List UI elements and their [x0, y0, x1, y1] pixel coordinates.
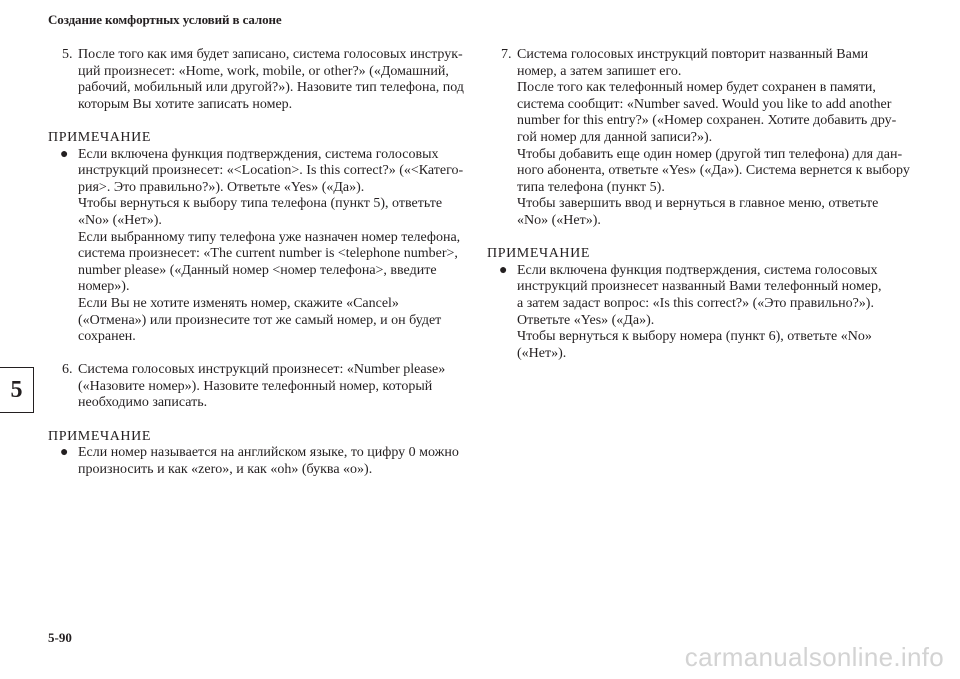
- bullet-icon: ●: [60, 146, 69, 162]
- note-title: ПРИМЕЧАНИЕ: [487, 246, 590, 262]
- step-text-line: типа телефона (пункт 5).: [517, 179, 665, 195]
- bullet-icon: ●: [60, 445, 69, 461]
- note-text-line: («Нет»).: [517, 345, 567, 361]
- note-text-line: система произнесет: «The current number is <telephone number>,: [78, 246, 458, 262]
- note-text-line: «No» («Нет»).: [78, 212, 162, 228]
- note-text-line: Ответьте «Yes» («Да»).: [517, 312, 655, 328]
- note-text-line: Если номер называется на английском языке, то цифру 0 можно: [78, 445, 459, 461]
- step-5: [48, 47, 468, 113]
- step-text-line: number for this entry?» («Номер сохранен. Хотите добавить дру-: [517, 113, 897, 129]
- note-text-line: («Отмена») или произнесите тот же самый номер, и он будет: [78, 312, 442, 328]
- step-text-line: «No» («Нет»).: [517, 212, 601, 228]
- note-text-line: number please» («Данный номер <номер телефона>, введите: [78, 262, 437, 278]
- step-text-line: Чтобы добавить еще один номер (другой тип телефона) для дан-: [517, 146, 903, 162]
- step-text-line: ций произнесет: «Home, work, mobile, or other?» («Домашний,: [78, 63, 449, 79]
- note-text-line: рия>. Это правильно?»). Ответьте «Yes» («Да»).: [78, 179, 365, 195]
- step-text-line: Чтобы завершить ввод и вернуться в главное меню, ответьте: [517, 196, 879, 212]
- note-text-line: Если включена функция подтверждения, система голосовых: [517, 262, 878, 278]
- note-bullet: [487, 263, 907, 363]
- step-text-line: Система голосовых инструкций произнесет: «Number please»: [78, 362, 446, 378]
- section-header: Создание комфортных условий в салоне: [48, 12, 282, 27]
- step-text-line: После того как телефонный номер будет сохранен в памяти,: [517, 80, 876, 96]
- note-text-line: инструкций произнесет: «<Location>. Is this correct?» («<Катего-: [78, 163, 464, 179]
- note-title: ПРИМЕЧАНИЕ: [48, 129, 151, 145]
- chapter-tab: 5: [0, 367, 34, 413]
- note-text-line: номер»).: [78, 279, 130, 295]
- step-text-line: После того как имя будет записано, система голосовых инструк-: [78, 47, 463, 62]
- note-text-line: Если включена функция подтверждения, система голосовых: [78, 146, 439, 162]
- step-number: 5.: [62, 47, 73, 62]
- note-bullet: [48, 445, 468, 478]
- note-text-line: произносить и как «zero», и как «oh» (буква «o»).: [78, 461, 373, 477]
- step-7: [487, 47, 910, 230]
- step-number: 7.: [501, 47, 512, 62]
- note-text-line: Чтобы вернуться к выбору типа телефона (пункт 5), ответьте: [78, 196, 443, 212]
- step-number: 6.: [62, 362, 73, 378]
- step-text-line: рабочий, мобильный или другой?»). Назовите тип телефона, под: [78, 80, 464, 96]
- left-column: [48, 47, 468, 478]
- note-text-line: Если Вы не хотите изменять номер, скажите «Cancel»: [78, 295, 399, 311]
- note-text-line: инструкций произнесет названный Вами телефонный номер,: [517, 279, 882, 295]
- step-text-line: система сообщит: «Number saved. Would you like to add another: [517, 96, 892, 112]
- note-text-line: сохранен.: [78, 329, 136, 345]
- step-text-line: которым Вы хотите записать номер.: [78, 96, 293, 112]
- page-number: 5-90: [48, 630, 72, 645]
- step-text-line: («Назовите номер»). Назовите телефонный номер, который: [78, 378, 433, 394]
- right-column: [487, 47, 910, 362]
- step-text-line: гой номер для данной записи?»).: [517, 129, 713, 145]
- note-title: ПРИМЕЧАНИЕ: [48, 428, 151, 444]
- watermark: carmanualsonline.info: [684, 642, 944, 672]
- note-text-line: Если выбранному типу телефона уже назначен номер телефона,: [78, 229, 461, 245]
- bullet-icon: ●: [499, 262, 508, 278]
- step-text-line: ного абонента, ответьте «Yes» («Да»). Система вернется к выбору: [517, 163, 910, 179]
- step-text-line: необходимо записать.: [78, 395, 208, 411]
- note-text-line: а затем задаст вопрос: «Is this correct?» («Это правильно?»).: [517, 295, 874, 311]
- step-text-line: номер, а затем запишет его.: [517, 63, 682, 79]
- note-text-line: Чтобы вернуться к выбору номера (пункт 6), ответьте «No»: [517, 329, 872, 345]
- step-6: [48, 362, 468, 412]
- note-bullet: [48, 147, 468, 346]
- step-text-line: Система голосовых инструкций повторит названный Вами: [517, 47, 869, 62]
